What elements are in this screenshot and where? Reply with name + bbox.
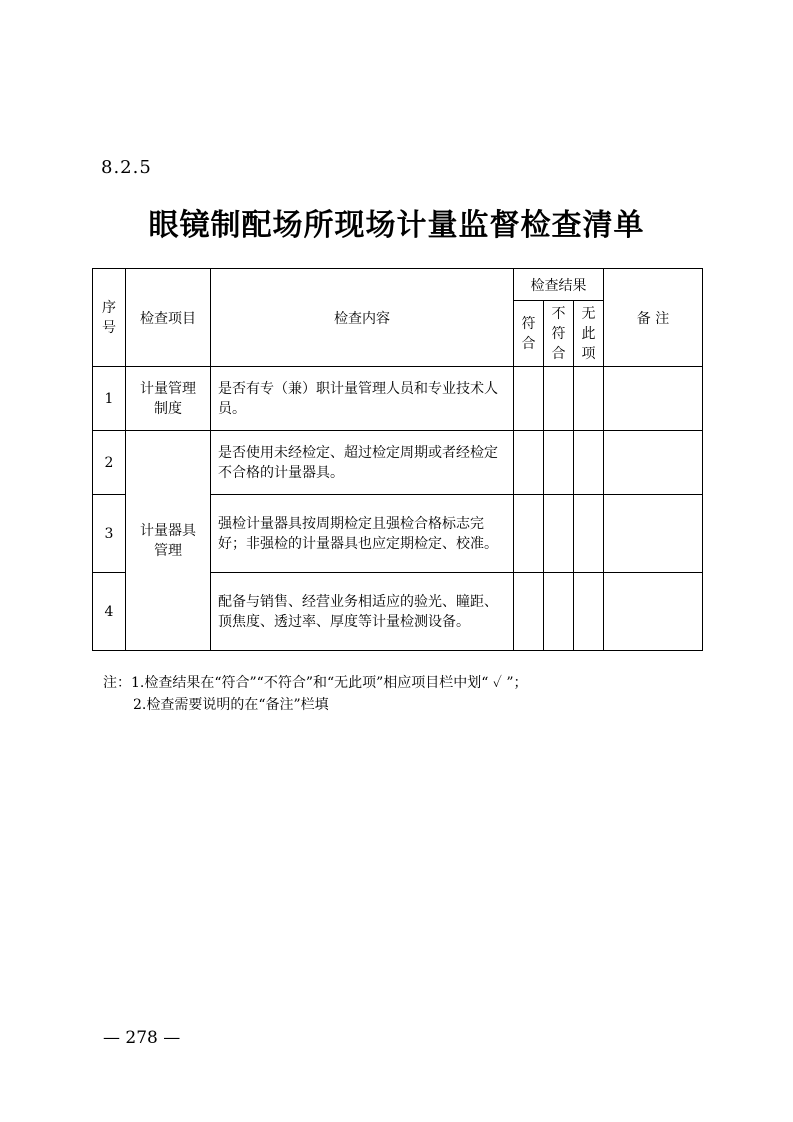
cell-not-comply[interactable] <box>544 367 574 431</box>
cell-remark[interactable] <box>604 367 703 431</box>
header-comply: 符合 <box>514 301 544 367</box>
cell-remark[interactable] <box>604 573 703 651</box>
header-remark: 备 注 <box>604 269 703 367</box>
row-content: 配备与销售、经营业务相适应的验光、瞳距、顶焦度、透过率、厚度等计量检测设备。 <box>211 573 514 651</box>
row-item: 计量管理制度 <box>126 367 211 431</box>
header-result: 检查结果 <box>514 269 604 301</box>
cell-not-applicable[interactable] <box>574 367 604 431</box>
cell-remark[interactable] <box>604 431 703 495</box>
row-seq: 1 <box>93 367 126 431</box>
cell-comply[interactable] <box>514 495 544 573</box>
section-number: 8.2.5 <box>101 157 152 178</box>
row-item: 计量器具管理 <box>126 431 211 651</box>
table-row <box>93 367 703 431</box>
checklist-table <box>92 268 703 651</box>
note-line-1: 注：1.检查结果在“符合”“不符合”和“无此项”相应项目栏中划“ ✓ ”； <box>103 675 528 691</box>
cell-remark[interactable] <box>604 495 703 573</box>
header-not-applicable: 无此项 <box>574 301 604 367</box>
row-seq: 4 <box>93 573 126 651</box>
note-line-2: 2.检查需要说明的在“备注”栏填 <box>133 697 329 713</box>
row-content: 是否使用未经检定、超过检定周期或者经检定不合格的计量器具。 <box>211 431 514 495</box>
cell-comply[interactable] <box>514 431 544 495</box>
cell-not-applicable[interactable] <box>574 573 604 651</box>
row-seq: 3 <box>93 495 126 573</box>
row-content: 强检计量器具按周期检定且强检合格标志完好；非强检的计量器具也应定期检定、校准。 <box>211 495 514 573</box>
cell-not-applicable[interactable] <box>574 431 604 495</box>
cell-not-comply[interactable] <box>544 495 574 573</box>
cell-not-comply[interactable] <box>544 431 574 495</box>
page-number: — 278 — <box>103 1028 181 1048</box>
cell-not-applicable[interactable] <box>574 495 604 573</box>
page-title: 眼镜制配场所现场计量监督检查清单 <box>148 208 645 243</box>
notes <box>103 672 528 716</box>
row-content: 是否有专（兼）职计量管理人员和专业技术人员。 <box>211 367 514 431</box>
cell-comply[interactable] <box>514 573 544 651</box>
header-not-comply: 不符合 <box>544 301 574 367</box>
header-seq: 序号 <box>93 269 126 367</box>
table-row <box>93 431 703 495</box>
header-content: 检查内容 <box>211 269 514 367</box>
cell-not-comply[interactable] <box>544 573 574 651</box>
header-row-1 <box>93 269 703 301</box>
row-seq: 2 <box>93 431 126 495</box>
header-item: 检查项目 <box>126 269 211 367</box>
cell-comply[interactable] <box>514 367 544 431</box>
